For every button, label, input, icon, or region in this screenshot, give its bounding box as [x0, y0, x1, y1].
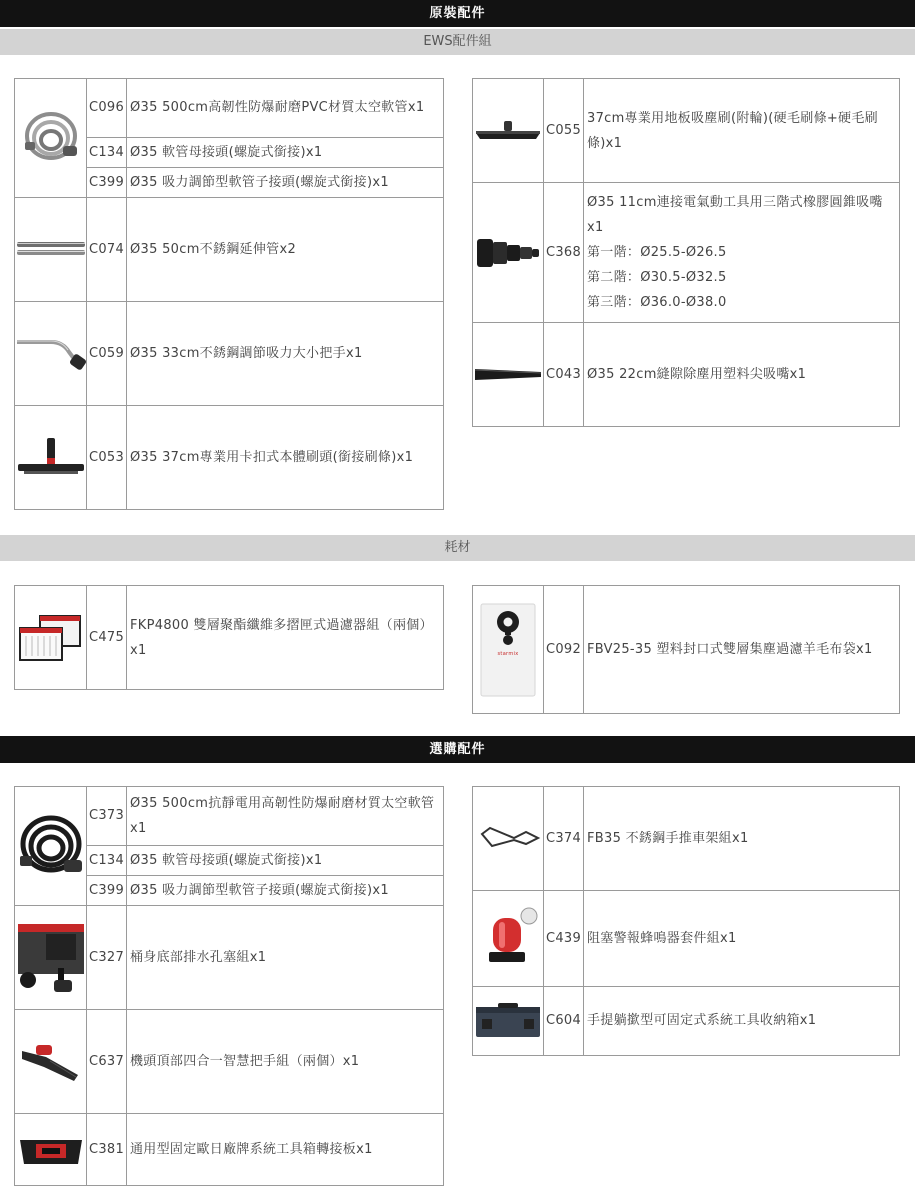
- table-row: [15, 1114, 444, 1186]
- gray-hose-icon: [19, 102, 83, 174]
- product-code: C055: [544, 79, 584, 183]
- product-image: [15, 406, 87, 510]
- table-row: [473, 323, 900, 427]
- product-code: C074: [87, 198, 127, 302]
- product-image: [473, 891, 544, 987]
- product-code: C368: [544, 183, 584, 323]
- product-description: Ø35 軟管母接頭(螺旋式銜接)x1: [127, 138, 444, 168]
- product-description: 阻塞警報蜂鳴器套件組x1: [584, 891, 900, 987]
- product-image: [15, 787, 87, 906]
- description-line: 第一階：Ø25.5-Ø26.5: [587, 245, 727, 260]
- table-row: [473, 987, 900, 1056]
- product-code: C637: [87, 1010, 127, 1114]
- product-description: Ø35 吸力調節型軟管子接頭(螺旋式銜接)x1: [127, 876, 444, 906]
- section-header-optional: 選購配件: [0, 736, 915, 763]
- product-code: C096: [87, 79, 127, 138]
- product-image: [15, 1114, 87, 1186]
- table-row: [15, 787, 444, 846]
- description-text: 37cm專業用地板吸塵刷(附輪)(硬毛刷條+硬毛刷條)x1: [587, 110, 878, 151]
- table-row: [15, 198, 444, 302]
- consumables-left-table: [14, 585, 444, 690]
- product-code: C604: [544, 987, 584, 1056]
- product-description: Ø35 50cm不銹鋼延伸管x2: [127, 198, 444, 302]
- product-code: C439: [544, 891, 584, 987]
- product-description: FBV25-35 塑料封口式雙層集塵過濾羊毛布袋x1: [584, 586, 900, 714]
- product-description: [584, 183, 900, 323]
- product-image: [473, 787, 544, 891]
- product-code: C475: [87, 586, 127, 690]
- product-description: Ø35 37cm專業用卡扣式本體刷頭(銜接刷條)x1: [127, 406, 444, 510]
- floor-nozzle-icon: [16, 436, 86, 480]
- product-image: [15, 79, 87, 198]
- description-line: Ø35 11cm連接電氣動工具用三階式橡膠圓錐吸嘴x1: [587, 195, 883, 235]
- table-row: [473, 586, 900, 714]
- consumables-right-table: [472, 585, 900, 714]
- original-accessories-left-table: [14, 78, 444, 510]
- description-line: 第二階：Ø30.5-Ø32.5: [587, 270, 727, 285]
- product-code: C399: [87, 876, 127, 906]
- optional-accessories-left-table: [14, 786, 444, 1186]
- product-code: C373: [87, 787, 127, 846]
- table-row: [473, 891, 900, 987]
- rubber-cone-adapter-icon: [475, 235, 541, 271]
- product-image: [473, 79, 544, 183]
- product-description: Ø35 22cm縫隙除塵用塑料尖吸嘴x1: [584, 323, 900, 427]
- product-description: Ø35 吸力調節型軟管子接頭(螺旋式銜接)x1: [127, 168, 444, 198]
- description-text: FKP4800 雙層聚酯纖維多摺匣式過濾器組（兩個）x1: [130, 617, 433, 658]
- product-image: [473, 987, 544, 1056]
- product-code: C134: [87, 846, 127, 876]
- drain-plug-icon: [16, 918, 86, 998]
- product-code: C327: [87, 906, 127, 1010]
- product-code: C381: [87, 1114, 127, 1186]
- crevice-nozzle-icon: [473, 365, 543, 383]
- product-description: 手提躺撳型可固定式系統工具收納箱x1: [584, 987, 900, 1056]
- product-description: [584, 79, 900, 183]
- adapter-plate-icon: [16, 1130, 86, 1170]
- product-description: [127, 787, 444, 846]
- product-image: [473, 323, 544, 427]
- table-row: [15, 906, 444, 1010]
- product-description: Ø35 33cm不銹鋼調節吸力大小把手x1: [127, 302, 444, 406]
- product-description: 機頭頂部四合一智慧把手組（兩個）x1: [127, 1010, 444, 1114]
- description-line: 第三階：Ø36.0-Ø38.0: [587, 295, 727, 310]
- floor-brush-icon: [474, 119, 542, 143]
- table-row: [473, 183, 900, 323]
- product-description: 桶身底部排水孔塞組x1: [127, 906, 444, 1010]
- extension-tubes-icon: [16, 239, 86, 259]
- product-description: 通用型固定歐日廠牌系統工具箱轉接板x1: [127, 1114, 444, 1186]
- push-handle-icon: [474, 824, 542, 854]
- product-image: [15, 906, 87, 1010]
- tool-case-icon: [474, 1001, 542, 1041]
- section-header-original: 原裝配件: [0, 0, 915, 27]
- table-row: [473, 787, 900, 891]
- product-image: [15, 302, 87, 406]
- table-row: [473, 79, 900, 183]
- product-image: [473, 183, 544, 323]
- section-header-ews: EWS配件組: [0, 29, 915, 55]
- product-code: C059: [87, 302, 127, 406]
- alarm-beacon-icon: [475, 904, 541, 974]
- product-description: FB35 不銹鋼手推車架組x1: [584, 787, 900, 891]
- product-code: C053: [87, 406, 127, 510]
- product-description: [127, 586, 444, 690]
- section-header-consumables: 耗材: [0, 535, 915, 561]
- smart-handle-icon: [16, 1037, 86, 1087]
- product-description: Ø35 軟管母接頭(螺旋式銜接)x1: [127, 846, 444, 876]
- product-code: C399: [87, 168, 127, 198]
- fleece-filter-bag-icon: [477, 600, 539, 700]
- product-image: [15, 586, 87, 690]
- bent-handle-icon: [15, 334, 87, 374]
- product-image: [473, 586, 544, 714]
- table-row: [15, 586, 444, 690]
- product-image: [15, 1010, 87, 1114]
- table-row: [15, 1010, 444, 1114]
- product-code: C374: [544, 787, 584, 891]
- original-accessories-right-table: [472, 78, 900, 427]
- product-image: [15, 198, 87, 302]
- product-code: C092: [544, 586, 584, 714]
- product-description: Ø35 500cm高韌性防爆耐磨PVC材質太空軟管x1: [127, 79, 444, 138]
- table-row: [15, 406, 444, 510]
- bag-brand-text: starmix: [497, 650, 519, 657]
- table-row: [15, 79, 444, 138]
- product-code: C043: [544, 323, 584, 427]
- cartridge-filters-icon: [16, 610, 86, 666]
- description-text: Ø35 500cm抗靜電用高韌性防爆耐磨材質太空軟管x1: [130, 796, 435, 836]
- optional-accessories-right-table: [472, 786, 900, 1056]
- black-hose-icon: [16, 806, 86, 886]
- table-row: [15, 302, 444, 406]
- product-code: C134: [87, 138, 127, 168]
